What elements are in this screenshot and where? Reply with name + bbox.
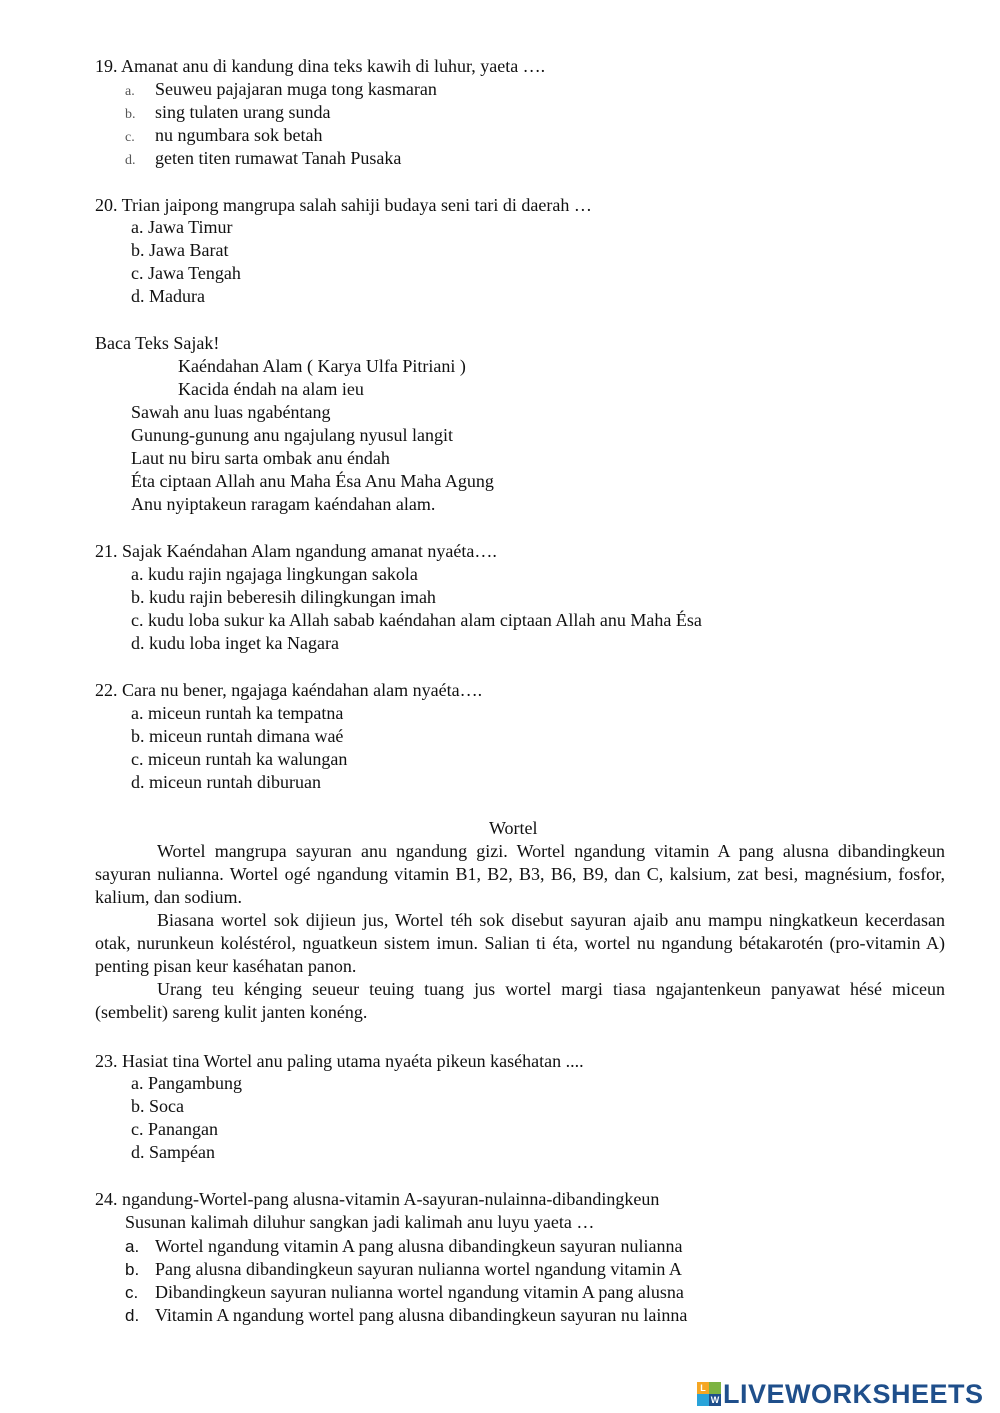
q22-option-c: c. miceun runtah ka walungan: [131, 749, 348, 769]
q20-option-c: c. Jawa Tengah: [131, 263, 241, 283]
poem-line: Gunung-gunung anu ngajulang nyusul langit: [131, 425, 453, 445]
poem-heading: Baca Teks Sajak!: [95, 333, 220, 353]
reading-title: Wortel: [489, 818, 538, 838]
liveworksheets-logo-icon: L W: [697, 1382, 721, 1406]
q23-option-a: a. Pangambung: [131, 1073, 242, 1093]
q20-option-b: b. Jawa Barat: [131, 240, 229, 260]
reading-body: [95, 840, 945, 1024]
q19-option-d: d. geten titen rumawat Tanah Pusaka: [125, 148, 402, 168]
liveworksheets-logo-text: LIVEWORKSHEETS: [723, 1378, 984, 1409]
q21-option-d: d. kudu loba inget ka Nagara: [131, 633, 339, 653]
reading-paragraph: Wortel mangrupa sayuran anu ngandung gizi. Wortel ngandung vitamin A pang alusna dibandingkeun sayuran nulianna. Wortel ogé ngandung vitamin B1, B2, B3, B6, B9, dan C, kalsium, zat besi, magnésium, fosfor, kalium, dan sodium.: [95, 841, 945, 907]
q24-option-a: a. Wortel ngandung vitamin A pang alusna dibandingkeun sayuran nulianna: [125, 1236, 683, 1256]
q22-option-b: b. miceun runtah dimana waé: [131, 726, 344, 746]
q21-option-b: b. kudu rajin beberesih dilingkungan imah: [131, 587, 436, 607]
poem-line: Kacida éndah na alam ieu: [178, 379, 364, 399]
poem-title: Kaéndahan Alam ( Karya Ulfa Pitriani ): [178, 356, 466, 376]
q23-option-d: d. Sampéan: [131, 1142, 215, 1162]
q24-option-b: b. Pang alusna dibandingkeun sayuran nulianna wortel ngandung vitamin A: [125, 1259, 682, 1279]
question-22-stem: 22. Cara nu bener, ngajaga kaéndahan alam nyaéta….: [95, 680, 483, 700]
q21-option-a: a. kudu rajin ngajaga lingkungan sakola: [131, 564, 418, 584]
question-24-instruction: Susunan kalimah diluhur sangkan jadi kalimah anu luyu yaeta …: [125, 1212, 595, 1232]
q19-option-b: b. sing tulaten urang sunda: [125, 102, 331, 122]
question-23-stem: 23. Hasiat tina Wortel anu paling utama nyaéta pikeun kaséhatan ....: [95, 1051, 584, 1071]
question-19-stem: 19. Amanat anu di kandung dina teks kawih di luhur, yaeta ….: [95, 56, 546, 76]
question-24-stem: 24. ngandung-Wortel-pang alusna-vitamin A-sayuran-nulainna-dibandingkeun: [95, 1189, 660, 1209]
poem-line: Éta ciptaan Allah anu Maha Ésa Anu Maha Agung: [131, 471, 494, 491]
q23-option-b: b. Soca: [131, 1096, 184, 1116]
q22-option-d: d. miceun runtah diburuan: [131, 772, 321, 792]
liveworksheets-logo[interactable]: [697, 1379, 984, 1409]
q20-option-d: d. Madura: [131, 286, 205, 306]
q20-option-a: a. Jawa Timur: [131, 217, 233, 237]
poem-line: Laut nu biru sarta ombak anu éndah: [131, 448, 390, 468]
reading-paragraph: Urang teu kénging seueur teuing tuang jus wortel margi tiasa ngajantenkeun panyawat hésé miceun (sembelit) sareng kulit janten konéng.: [95, 979, 945, 1022]
question-20-stem: 20. Trian jaipong mangrupa salah sahiji budaya seni tari di daerah …: [95, 195, 592, 215]
poem-line: Sawah anu luas ngabéntang: [131, 402, 331, 422]
question-21-stem: 21. Sajak Kaéndahan Alam ngandung amanat nyaéta….: [95, 541, 497, 561]
poem-line: Anu nyiptakeun raragam kaéndahan alam.: [131, 494, 436, 514]
q23-option-c: c. Panangan: [131, 1119, 218, 1139]
q19-option-a: a. Seuweu pajajaran muga tong kasmaran: [125, 79, 437, 99]
q22-option-a: a. miceun runtah ka tempatna: [131, 703, 344, 723]
reading-paragraph: Biasana wortel sok dijieun jus, Wortel téh sok disebut sayuran ajaib anu mampu ningkatkeun kecerdasan otak, nurunkeun koléstérol, nguatkeun sistem imun. Salian ti éta, wortel nu ngandung bétakarotén (pro-vitamin A) penting pisan keur kaséhatan panon.: [95, 910, 945, 976]
q21-option-c: c. kudu loba sukur ka Allah sabab kaéndahan alam ciptaan Allah anu Maha Ésa: [131, 610, 702, 630]
q24-option-d: d. Vitamin A ngandung wortel pang alusna dibandingkeun sayuran nu lainna: [125, 1305, 688, 1325]
q24-option-c: c. Dibandingkeun sayuran nulianna wortel ngandung vitamin A pang alusna: [125, 1282, 684, 1302]
q19-option-c: c. nu ngumbara sok betah: [125, 125, 323, 145]
